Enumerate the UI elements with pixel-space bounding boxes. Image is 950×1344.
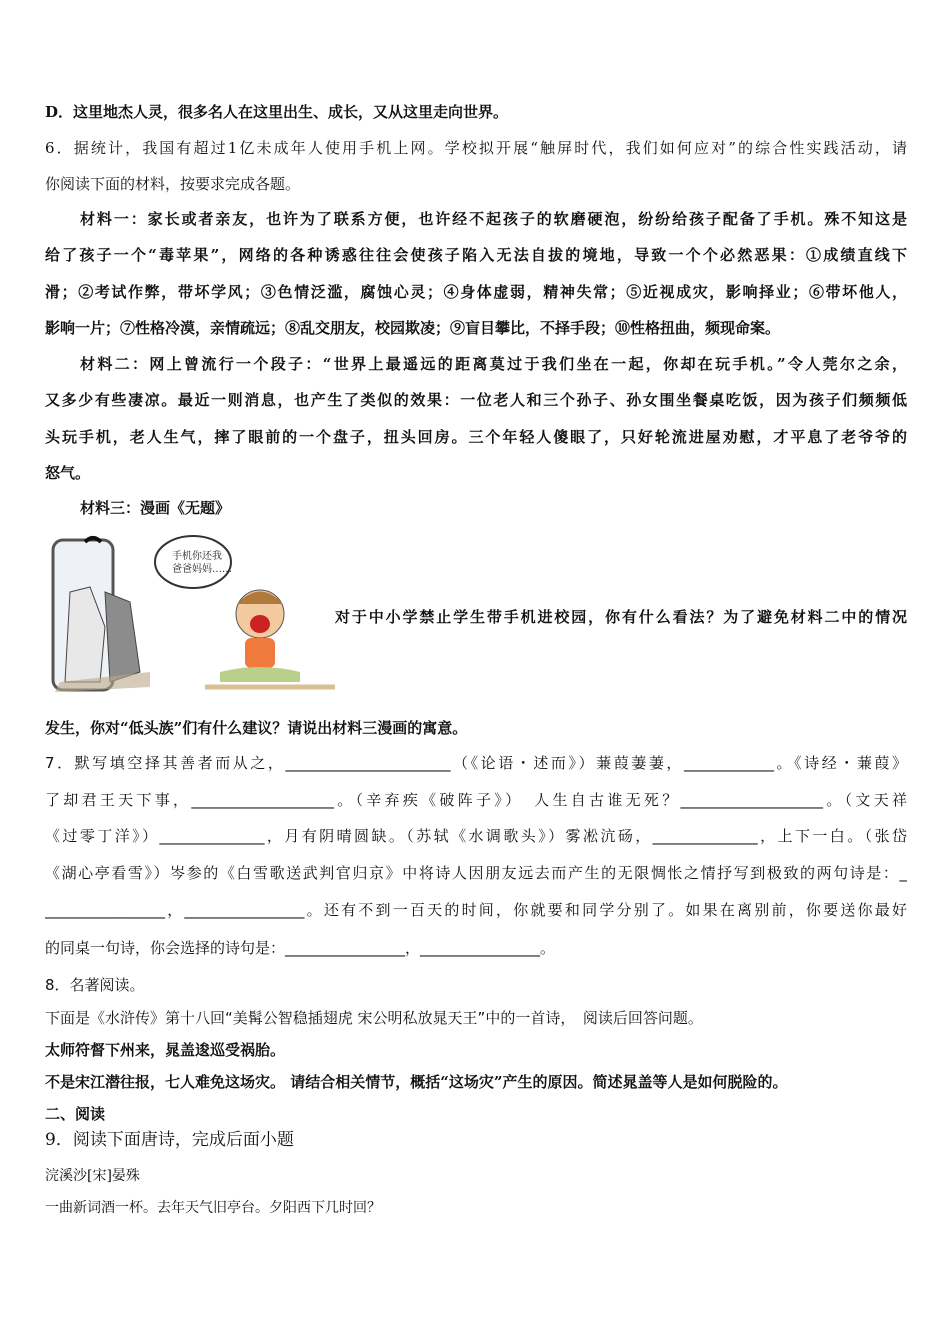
poem-title: 浣溪沙[宋]晏殊 bbox=[45, 1168, 140, 1184]
material-1-line-1: 材料一：家长或者亲友，也许为了联系方便，也许经不起孩子的软磨硬泡，纷纷给孩子配备了手机。殊不知这是 bbox=[80, 210, 907, 228]
material-2-line-3: 头玩手机，老人生气，摔了眼前的一个盘子，扭头回房。三个年轻人傻眼了，只好轮流进屋劝慰，才平息了老爷爷的 bbox=[45, 428, 907, 446]
material-2-line-4: 怒气。 bbox=[45, 464, 91, 482]
poem-line-1: 一曲新词酒一杯。去年天气旧亭台。夕阳西下几时回？ bbox=[45, 1200, 381, 1216]
q7-line-5: ________________，________________。还有不到一百天的时间，你就要和同学分别了。如果在离别前，你要送你最好 bbox=[45, 901, 907, 919]
q8-poem-line-2: 不是宋江潜往报，七人难免这场灾。 请结合相关情节，概括“这场灾”产生的原因。简述晁盖等人是如何脱险的。 bbox=[45, 1073, 788, 1091]
q6-stem-1: 6．据统计，我国有超过1亿未成年人使用手机上网。学校拟开展“触屏时代，我们如何应对”的综合性实践活动，请 bbox=[45, 139, 907, 157]
q7-line-1: 7．默写填空择其善者而从之，______________________（《论语・述而》）蒹葭萋萋，____________。《诗经・蒹葭》 bbox=[45, 754, 907, 772]
q8-title: 8．名著阅读。 bbox=[45, 976, 145, 994]
material-1-line-2: 给了孩子一个“毒苹果”，网络的各种诱惑往往会使孩子陷入无法自拔的境地，导致一个个必然恶果：①成绩直线下 bbox=[45, 246, 907, 264]
material-1-line-4: 影响一片；⑦性格冷漠，亲情疏远；⑧乱交朋友，校园欺凌；⑨盲目攀比，不择手段；⑩性格扭曲，频现命案。 bbox=[45, 319, 781, 337]
bubble-text-2: 爸爸妈妈…… bbox=[172, 564, 232, 575]
q6-question-part-2: 发生，你对“低头族”们有什么建议？请说出材料三漫画的寓意。 bbox=[45, 719, 468, 737]
q7-line-6: 的同桌一句诗，你会选择的诗句是：________________，________________。 bbox=[45, 939, 556, 957]
q7-line-4: 《湖心亭看雪》）岑参的《白雪歌送武判官归京》中将诗人因朋友远去而产生的无限惆怅之情抒写到极致的两句诗是：_ bbox=[45, 864, 907, 882]
q7-line-3: 《过零丁洋》）______________，月有阴晴圆缺。（苏轼《水调歌头》）雾凇沆砀，______________，上下一白。（张岱 bbox=[45, 827, 907, 845]
bubble-text-1: 手机你还我 bbox=[172, 551, 222, 562]
option-d: D．这里地杰人灵，很多名人在这里出生、成长，又从这里走向世界。 bbox=[45, 103, 509, 121]
section-2-heading: 二、阅读 bbox=[45, 1105, 106, 1123]
material-3-title: 材料三：漫画《无题》 bbox=[80, 499, 231, 517]
q8-poem-line-1: 太师符督下州来，晁盖逡巡受祸胎。 bbox=[45, 1041, 286, 1059]
q6-stem-2: 你阅读下面的材料，按要求完成各题。 bbox=[45, 175, 301, 193]
q6-question-part-1: 对于中小学禁止学生带手机进校园，你有什么看法？为了避免材料二中的情况 bbox=[335, 608, 907, 626]
material-2-line-2: 又多少有些凄凉。最近一则消息，也产生了类似的效果：一位老人和三个孙子、孙女围坐餐桌吃饭，因为孩子们频频低 bbox=[45, 391, 907, 409]
q8-intro: 下面是《水浒传》第十八回“美髯公智稳插翅虎 宋公明私放晁天王”中的一首诗， 阅读后回答问题。 bbox=[45, 1009, 703, 1027]
q9-title: 9．阅读下面唐诗，完成后面小题 bbox=[45, 1130, 294, 1150]
q7-line-2: 了却君王天下事，___________________。（辛弃疾《破阵子》） 人生自古谁无死？___________________。（文天祥 bbox=[45, 791, 907, 809]
material-2-line-1: 材料二：网上曾流行一个段子：“世界上最遥远的距离莫过于我们坐在一起，你却在玩手机。”令人莞尔之余， bbox=[80, 355, 907, 373]
material-1-line-3: 滑；②考试作弊，带坏学风；③色情泛滥，腐蚀心灵；④身体虚弱，精神失常；⑤近视成灾，影响择业；⑥带坏他人， bbox=[45, 283, 907, 301]
cartoon-image bbox=[45, 532, 335, 697]
